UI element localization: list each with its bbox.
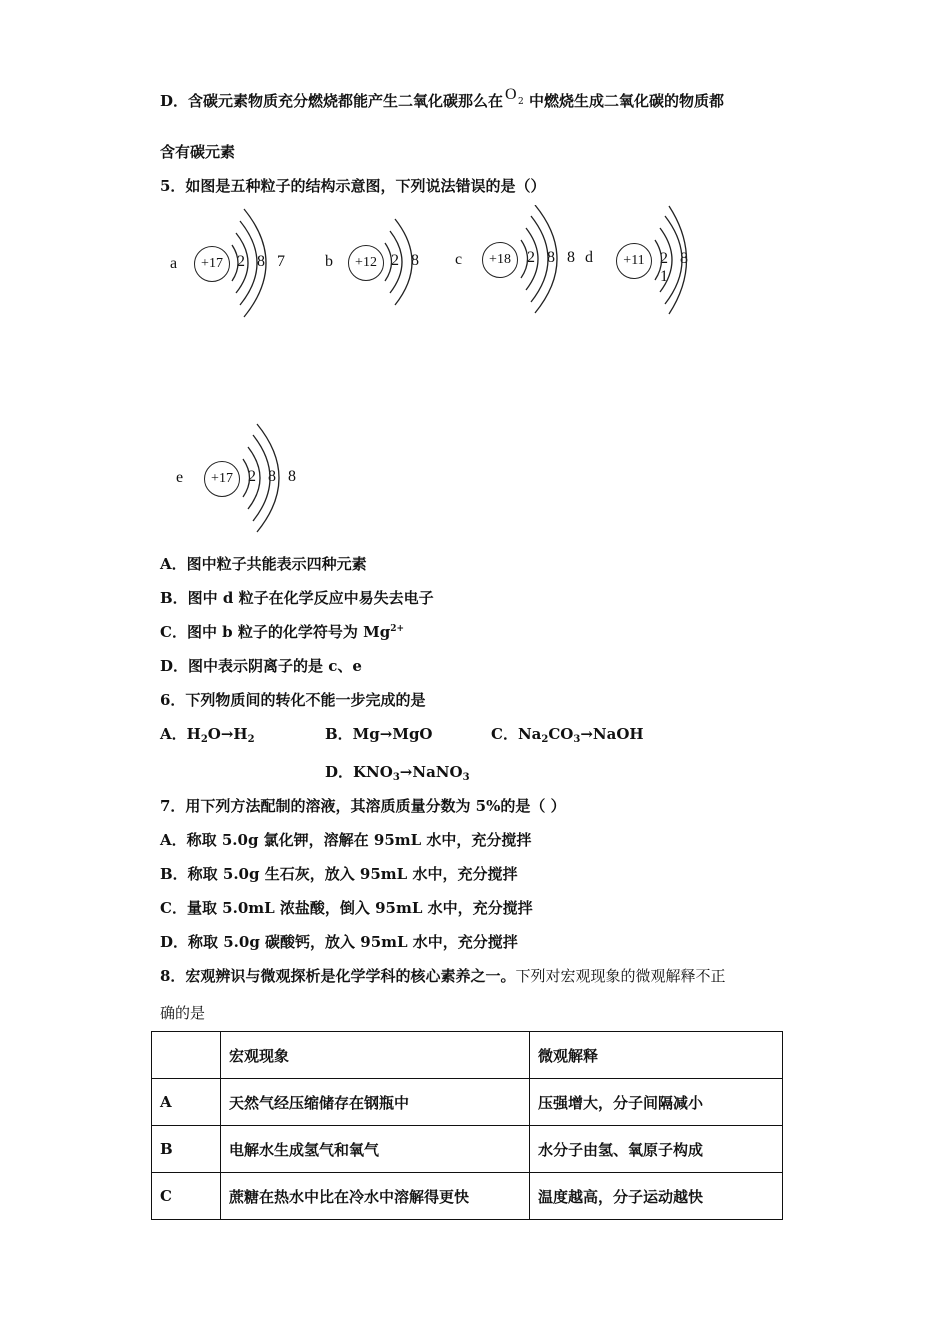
- table-cell: 水分子由氢、氧原子构成: [530, 1126, 783, 1173]
- table-cell: B: [152, 1126, 221, 1173]
- particle-label: e: [176, 469, 184, 486]
- table-cell: A: [152, 1079, 221, 1126]
- particle-e-diagram: [176, 422, 306, 534]
- q6-option-b: B．Mg→MgO: [325, 725, 433, 743]
- particle-label: d: [585, 249, 593, 266]
- q7-option-a: A．称取 5.0g 氯化钾，溶解在 95mL 水中，充分搅拌: [160, 831, 532, 849]
- table-cell: [152, 1032, 221, 1079]
- q6-option-d: D．$KNO_3\to NaNO_3$: [325, 763, 470, 783]
- particle-label: a: [170, 255, 178, 272]
- electron-shells: 2 8 7: [237, 253, 289, 270]
- nucleus: +18: [482, 242, 518, 278]
- electron-shells: 2 8 1: [660, 250, 692, 285]
- shell-arcs: [176, 422, 306, 534]
- electron-shells: 2 8 8: [527, 249, 579, 266]
- table-cell: 电解水生成氢气和氧气: [221, 1126, 530, 1173]
- q6-option-c: C．$Na_2CO_3\to NaOH$: [491, 725, 644, 745]
- q5-option-a: A．图中粒子共能表示四种元素: [160, 555, 367, 573]
- table-header-row: [152, 1032, 783, 1079]
- particle-b-diagram: [325, 215, 425, 310]
- table-cell: 温度越高，分子运动越快: [530, 1173, 783, 1220]
- q4-option-d-text-2: 中燃烧生成二氧化碳的物质都: [529, 92, 725, 110]
- q4-option-d: D．含碳元素物质充分燃烧都能产生二氧化碳那么在 O 2 中燃烧生成二氧化碳的物质都: [160, 86, 725, 110]
- q5-option-b: B．图中 d 粒子在化学反应中易失去电子: [160, 589, 434, 607]
- q5-stem: 5．如图是五种粒子的结构示意图，下列说法错误的是（）: [160, 177, 546, 195]
- q5-option-c: C．图中 b 粒子的化学符号为 $Mg^{2+}$: [160, 623, 404, 641]
- q8-stem-line2: 确的是: [160, 1004, 206, 1022]
- particle-label: b: [325, 253, 333, 270]
- shell-arcs: [585, 205, 705, 315]
- q7-stem: 7．用下列方法配制的溶液，其溶质质量分数为 5%的是（ ）: [160, 797, 566, 815]
- electron-shells: 2 8 8: [248, 468, 300, 485]
- table-cell: 天然气经压缩储存在钢瓶中: [221, 1079, 530, 1126]
- shell-arcs: [325, 215, 425, 310]
- nucleus: +12: [348, 245, 384, 281]
- q7-option-b: B．称取 5.0g 生石灰，放入 95mL 水中，充分搅拌: [160, 865, 518, 883]
- shell-arcs: [170, 205, 290, 320]
- q4-option-d-line2: 含有碳元素: [160, 143, 236, 161]
- q6-option-a: A．$H_2O\to H_2$: [160, 725, 255, 745]
- table-cell: 宏观现象: [221, 1032, 530, 1079]
- particle-d-diagram: [585, 205, 705, 315]
- table-row: [152, 1079, 783, 1126]
- table-cell: 蔗糖在热水中比在冷水中溶解得更快: [221, 1173, 530, 1220]
- q8-stem: 8．宏观辨识与微观探析是化学学科的核心素养之一。下列对宏观现象的微观解释不正: [160, 967, 726, 985]
- table-cell: 微观解释: [530, 1032, 783, 1079]
- q4-option-d-text-1: D．含碳元素物质充分燃烧都能产生二氧化碳那么在: [160, 92, 504, 110]
- q5-option-d: D．图中表示阴离子的是 c、e: [160, 657, 362, 675]
- nucleus: +11: [616, 243, 652, 279]
- table-row: [152, 1126, 783, 1173]
- q6-stem: 6．下列物质间的转化不能一步完成的是: [160, 691, 426, 709]
- particle-label: c: [455, 251, 463, 268]
- table-cell: 压强增大，分子间隔减小: [530, 1079, 783, 1126]
- shell-arcs: [455, 205, 585, 315]
- q8-table: [151, 1031, 783, 1220]
- particle-c-diagram: [455, 205, 585, 315]
- electron-shells: 2 8: [391, 252, 423, 269]
- table-row: [152, 1173, 783, 1220]
- q7-option-c: C．量取 5.0mL 浓盐酸，倒入 95mL 水中，充分搅拌: [160, 899, 533, 917]
- q7-option-d: D．称取 5.0g 碳酸钙，放入 95mL 水中，充分搅拌: [160, 933, 518, 951]
- nucleus: +17: [194, 246, 230, 282]
- nucleus: +17: [204, 461, 240, 497]
- table-cell: C: [152, 1173, 221, 1220]
- particle-a-diagram: [170, 205, 290, 320]
